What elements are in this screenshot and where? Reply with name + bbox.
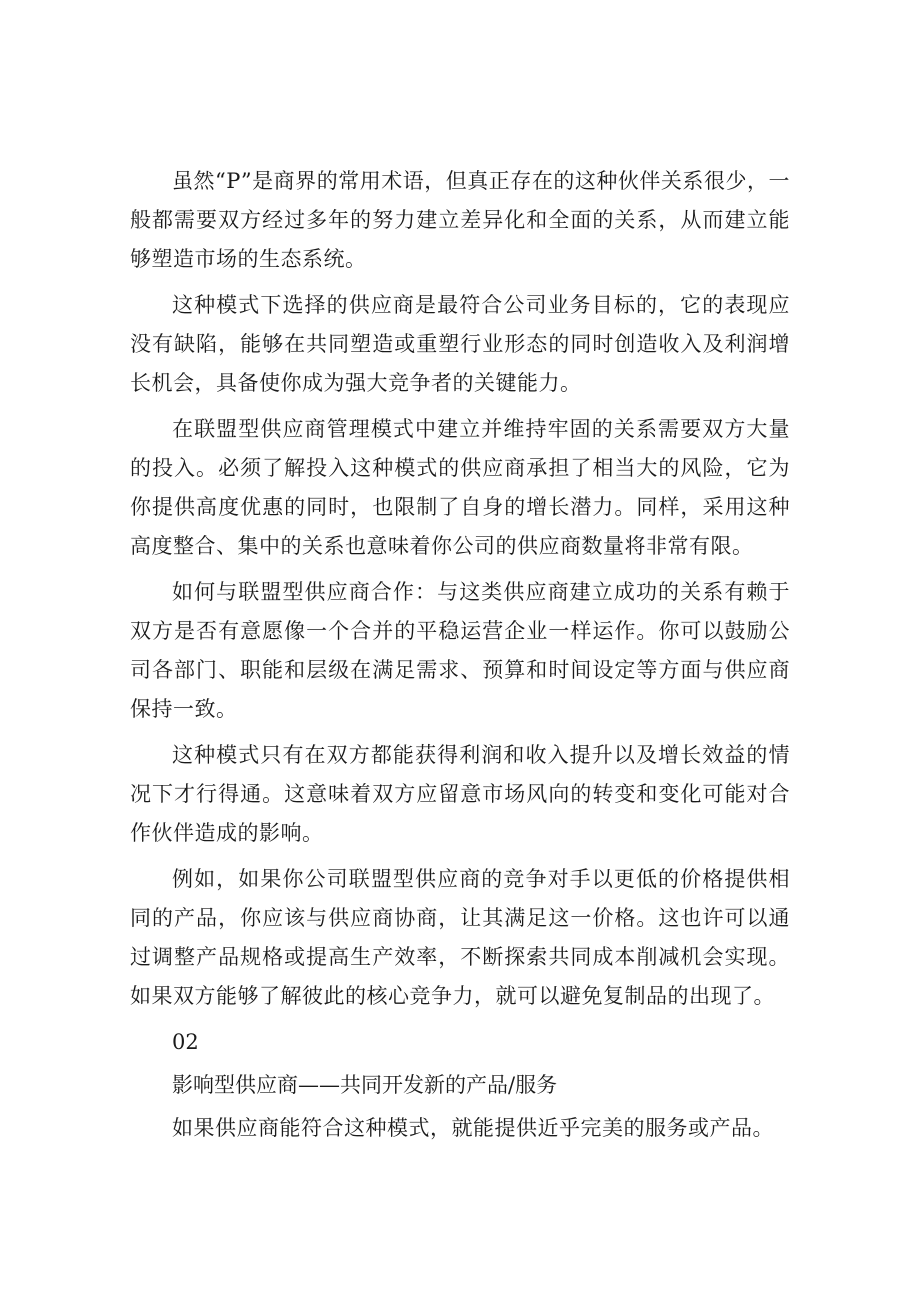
paragraph: 虽然“P”是商界的常用术语，但真正存在的这种伙伴关系很少，一般都需要双方经过多年的努力建立差异化和全面的关系，从而建立能够塑造市场的生态系统。 (130, 169, 790, 271)
paragraph: 例如，如果你公司联盟型供应商的竞争对手以更低的价格提供相同的产品，你应该与供应商协商，让其满足这一价格。这也许可以通过调整产品规格或提高生产效率，不断探索共同成本削减机会实现。如果双方能够了解彼此的核心竞争力，就可以避免复制品的出现了。 (130, 867, 790, 1008)
paragraph: 在联盟型供应商管理模式中建立并维持牢固的关系需要双方大量的投入。必须了解投入这种模式的供应商承担了相当大的风险，它为你提供高度优惠的同时，也限制了自身的增长潜力。同样，采用这种高度整合、集中的关系也意味着你公司的供应商数量将非常有限。 (130, 417, 790, 558)
section-title: 影响型供应商——共同开发新的产品/服务 (172, 1073, 558, 1097)
paragraph: 这种模式下选择的供应商是最符合公司业务目标的，它的表现应没有缺陷，能够在共同塑造或重塑行业形态的同时创造收入及利润增长机会，具备使你成为强大竞争者的关键能力。 (130, 293, 790, 395)
document-body (130, 162, 790, 1155)
paragraph: 如何与联盟型供应商合作：与这类供应商建立成功的关系有赖于双方是否有意愿像一个合并的平稳运营企业一样运作。你可以鼓励公司各部门、职能和层级在满足需求、预算和时间设定等方面与供应商保持一致。 (130, 580, 790, 721)
paragraph: 这种模式只有在双方都能获得利润和收入提升以及增长效益的情况下才行得通。这意味着双方应留意市场风向的转变和变化可能对合作伙伴造成的影响。 (130, 743, 790, 845)
section-number: 02 (172, 1030, 199, 1054)
paragraph: 如果供应商能符合这种模式，就能提供近乎完美的服务或产品。 (172, 1116, 774, 1140)
